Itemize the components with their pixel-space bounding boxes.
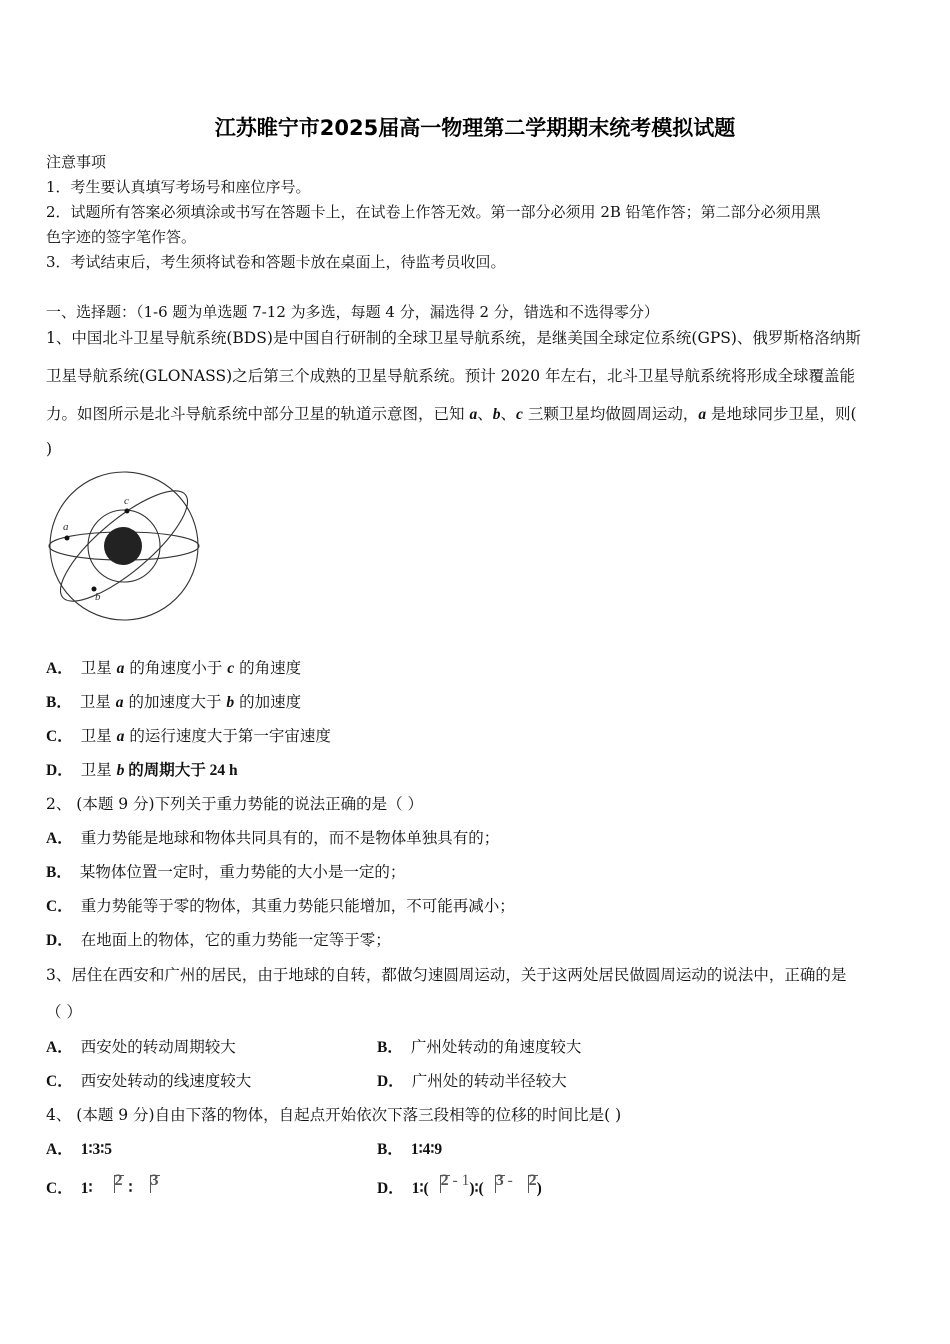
option-text: 广州处的转动半径较大 (411, 1072, 567, 1090)
label-b: b (95, 591, 101, 603)
orbit-diagram (44, 468, 204, 628)
q1-option-d (46, 758, 238, 780)
option-var: b (116, 762, 125, 779)
option-text: 的加速度 (234, 693, 302, 711)
option-letter: C． (46, 1073, 73, 1090)
earth (104, 527, 142, 565)
option-text: 西安处的转动周期较大 (80, 1038, 236, 1056)
satellite-a (65, 536, 70, 541)
option-letter: A． (46, 660, 73, 677)
q1-line-4: ) (46, 440, 53, 458)
section-header: 一、选择题：（1-6 题为单选题 7-12 为多选，每题 4 分，漏选得 2 分，错选和不选得零分） (46, 303, 659, 321)
q4-option-b (377, 1137, 442, 1159)
q1-var-a2: a (698, 406, 707, 423)
option-text: 1∶( (411, 1180, 429, 1197)
option-letter: A． (46, 830, 73, 847)
option-text: 的加速度大于 (123, 693, 227, 711)
satellite-c (125, 509, 130, 514)
option-text: 的角速度小于 (124, 659, 228, 677)
sqrt-2: 2 (429, 1172, 449, 1190)
page-title: 江苏睢宁市2025届高一物理第二学期期末统考模拟试题 (214, 116, 736, 140)
option-letter: A． (46, 1039, 73, 1056)
option-text: - 1 (448, 1172, 470, 1189)
q1-line-3-b: 三颗卫星均做圆周运动， (527, 405, 699, 423)
label-c: c (124, 495, 129, 507)
q3-stem: 3、居住在西安和广州的居民，由于地球的自转，都做匀速圆周运动，关于这两处居民做圆周运动的说法中，正确的是 (46, 966, 847, 984)
sqrt-2: 2 (103, 1172, 123, 1190)
q1-line-2: 卫星导航系统(GLONASS)之后第三个成熟的卫星导航系统。预计 2020 年左右，北斗卫星导航系统将形成全球覆盖能 (46, 367, 856, 385)
label-a: a (63, 521, 69, 533)
q1-option-b (46, 690, 301, 712)
option-text: 的运行速度大于第一宇宙速度 (124, 727, 331, 745)
option-text: 1∶3∶5 (80, 1141, 113, 1158)
q1-var-a: a (469, 406, 478, 423)
notice-item-2-cont: 色字迹的签字笔作答。 (46, 228, 197, 246)
q3-option-b (377, 1035, 581, 1057)
q1-option-c (46, 724, 331, 746)
option-var: b (226, 694, 235, 711)
q1-line-3: 力。如图所示是北斗导航系统中部分卫星的轨道示意图，已知 a、b、c 三颗卫星均做圆周运动，a 是地球同步卫星，则( (46, 405, 857, 423)
option-text: ∶ (128, 1180, 133, 1197)
option-letter: C． (46, 728, 73, 745)
option-var: a (115, 694, 124, 711)
option-var: a (116, 728, 125, 745)
option-letter: D． (46, 932, 73, 949)
q3-option-a (46, 1035, 236, 1057)
option-text: 卫星 (80, 727, 117, 745)
option-text: - (503, 1172, 517, 1189)
sqrt-3: 3 (484, 1172, 504, 1190)
q3-option-d (377, 1069, 567, 1091)
q4-option-a (46, 1137, 112, 1159)
option-text: 的角速度 (234, 659, 302, 677)
q2-option-c (46, 894, 515, 916)
option-letter: B． (377, 1039, 403, 1056)
option-text: 在地面上的物体，它的重力势能一定等于零； (80, 931, 391, 949)
q1-line-1: 1、中国北斗卫星导航系统(BDS)是中国自行研制的全球卫星导航系统，是继美国全球定位系统(GPS)、俄罗斯格洛纳斯 (46, 329, 861, 347)
option-letter: A． (46, 1141, 73, 1158)
q1-var-b: b (492, 406, 501, 423)
option-text: 重力势能等于零的物体，其重力势能只能增加，不可能再减小； (80, 897, 515, 915)
option-letter: B． (377, 1141, 403, 1158)
q1-line-3-a: 力。如图所示是北斗导航系统中部分卫星的轨道示意图，已知 (46, 405, 465, 423)
option-var: a (116, 660, 125, 677)
option-text: 西安处转动的线速度较大 (80, 1072, 252, 1090)
option-text: 重力势能是地球和物体共同具有的，而不是物体单独具有的； (80, 829, 500, 847)
option-letter: C． (46, 898, 73, 915)
option-text: 1∶4∶9 (410, 1141, 443, 1158)
notice-item-2: 2．试题所有答案必须填涂或书写在答题卡上，在试卷上作答无效。第一部分必须用 2B 铅笔作答；第二部分必须用黑 (46, 203, 821, 221)
q3-stem-cont: （ ） (46, 1003, 82, 1021)
q2-option-d (46, 928, 391, 950)
option-letter: B． (46, 864, 72, 881)
option-text: 卫星 (80, 659, 117, 677)
notice-item-3: 3．考试结束后，考生须将试卷和答题卡放在桌面上，待监考员收回。 (46, 253, 506, 271)
q4-stem: 4、 (本题 9 分)自由下落的物体，自起点开始依次下落三段相等的位移的时间比是( ) (46, 1106, 622, 1124)
option-text: 卫星 (80, 761, 117, 779)
option-letter: B． (46, 694, 72, 711)
q1-option-a (46, 656, 301, 678)
option-text: 的周期大于 24 h (124, 762, 238, 779)
option-letter: D． (377, 1073, 404, 1090)
notice-item-1: 1．考生要认真填写考场号和座位序号。 (46, 178, 311, 196)
notice-heading: 注意事项 (46, 153, 107, 171)
q4-option-c (46, 1172, 159, 1198)
option-var: c (227, 660, 235, 677)
q2-option-b (46, 860, 405, 882)
q2-stem: 2、 (本题 9 分)下列关于重力势能的说法正确的是（ ） (46, 795, 424, 813)
q1-line-3-c: 是地球同步卫星，则( (711, 405, 857, 423)
option-text: 某物体位置一定时，重力势能的大小是一定的； (79, 863, 406, 881)
option-text: 卫星 (79, 693, 116, 711)
option-letter: D． (377, 1180, 404, 1197)
option-text: )∶( (469, 1180, 484, 1197)
option-text: 1∶ (80, 1180, 93, 1197)
sqrt-2: 2 (517, 1172, 537, 1190)
option-letter: D． (46, 762, 73, 779)
option-text: ) (536, 1180, 542, 1197)
sqrt-3: 3 (139, 1172, 159, 1190)
q4-option-d (377, 1172, 542, 1198)
q1-var-c: c (515, 406, 523, 423)
option-letter: C． (46, 1180, 73, 1197)
q3-option-c (46, 1069, 251, 1091)
option-text: 广州处转动的角速度较大 (410, 1038, 582, 1056)
q2-option-a (46, 826, 499, 848)
